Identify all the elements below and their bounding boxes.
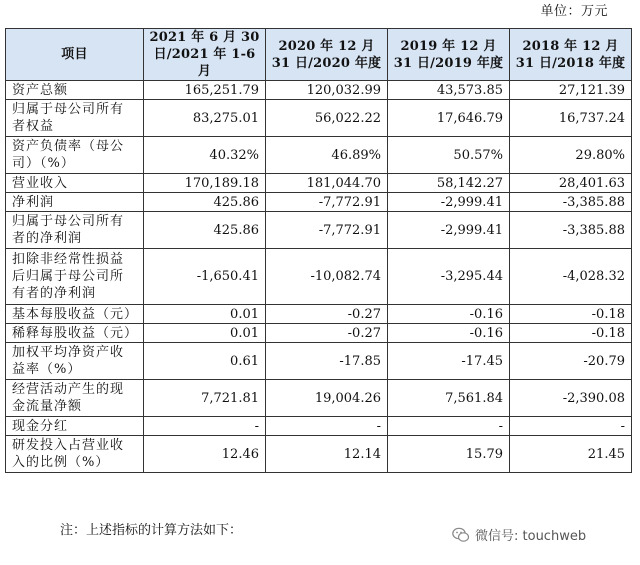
cell-value: 0.61 — [144, 343, 266, 380]
cell-value: - — [144, 417, 266, 436]
cell-value: -0.27 — [266, 305, 388, 324]
table-row — [6, 343, 632, 380]
cell-value: 12.46 — [144, 436, 266, 473]
row-label: 现金分红 — [6, 417, 144, 436]
cell-value: -1,650.41 — [144, 249, 266, 305]
cell-value: 0.01 — [144, 324, 266, 343]
cell-value: 15.79 — [388, 436, 510, 473]
cell-value: -7,772.91 — [266, 212, 388, 249]
table-row — [6, 212, 632, 249]
cell-value: - — [510, 417, 632, 436]
cell-value: 120,032.99 — [266, 81, 388, 100]
cell-value: 46.89% — [266, 137, 388, 174]
table-row — [6, 100, 632, 137]
cell-value: -2,390.08 — [510, 380, 632, 417]
row-label: 研发投入占营业收入的比例（%） — [6, 436, 144, 473]
footnote: 注：上述指标的计算方法如下： — [60, 523, 243, 538]
cell-value: 50.57% — [388, 137, 510, 174]
table-row — [6, 380, 632, 417]
row-label: 营业收入 — [6, 174, 144, 193]
cell-value: - — [388, 417, 510, 436]
row-label: 基本每股收益（元） — [6, 305, 144, 324]
row-label: 扣除非经常性损益后归属于母公司所有者的净利润 — [6, 249, 144, 305]
cell-value: 170,189.18 — [144, 174, 266, 193]
header-2021h1: 2021 年 6 月 30 日/2021 年 1-6 月 — [144, 29, 266, 81]
cell-value: 17,646.79 — [388, 100, 510, 137]
cell-value: 27,121.39 — [510, 81, 632, 100]
row-label: 资产负债率（母公司）（%） — [6, 137, 144, 174]
cell-value: 43,573.85 — [388, 81, 510, 100]
cell-value: 7,561.84 — [388, 380, 510, 417]
table-row — [6, 193, 632, 212]
cell-value: 28,401.63 — [510, 174, 632, 193]
cell-value: 12.14 — [266, 436, 388, 473]
watermark-text: 微信号: touchweb — [475, 529, 587, 544]
header-2019: 2019 年 12 月 31 日/2019 年度 — [388, 29, 510, 81]
cell-value: 16,737.24 — [510, 100, 632, 137]
cell-value: -7,772.91 — [266, 193, 388, 212]
financial-indicators-table — [5, 28, 632, 473]
cell-value: 29.80% — [510, 137, 632, 174]
cell-value: -3,385.88 — [510, 193, 632, 212]
cell-value: 7,721.81 — [144, 380, 266, 417]
header-2020: 2020 年 12 月 31 日/2020 年度 — [266, 29, 388, 81]
table-row — [6, 174, 632, 193]
header-item: 项目 — [6, 29, 144, 81]
table-row — [6, 81, 632, 100]
cell-value: 19,004.26 — [266, 380, 388, 417]
table-header-row — [6, 29, 632, 81]
cell-value: -0.27 — [266, 324, 388, 343]
cell-value: 56,022.22 — [266, 100, 388, 137]
cell-value: 165,251.79 — [144, 81, 266, 100]
cell-value: -0.18 — [510, 305, 632, 324]
table-row — [6, 305, 632, 324]
cell-value: 40.32% — [144, 137, 266, 174]
row-label: 净利润 — [6, 193, 144, 212]
cell-value: -17.45 — [388, 343, 510, 380]
row-label: 经营活动产生的现金流量净额 — [6, 380, 144, 417]
header-2018: 2018 年 12 月 31 日/2018 年度 — [510, 29, 632, 81]
cell-value: -4,028.32 — [510, 249, 632, 305]
cell-value: -3,295.44 — [388, 249, 510, 305]
table-row — [6, 436, 632, 473]
cell-value: -20.79 — [510, 343, 632, 380]
table-row — [6, 324, 632, 343]
cell-value: 21.45 — [510, 436, 632, 473]
cell-value: 83,275.01 — [144, 100, 266, 137]
row-label: 稀释每股收益（元） — [6, 324, 144, 343]
row-label: 加权平均净资产收益率（%） — [6, 343, 144, 380]
cell-value: -2,999.41 — [388, 212, 510, 249]
watermark — [452, 525, 586, 544]
cell-value: 181,044.70 — [266, 174, 388, 193]
cell-value: -10,082.74 — [266, 249, 388, 305]
cell-value: -0.16 — [388, 324, 510, 343]
row-label: 归属于母公司所有者的净利润 — [6, 212, 144, 249]
row-label: 资产总额 — [6, 81, 144, 100]
cell-value: - — [266, 417, 388, 436]
cell-value: -0.16 — [388, 305, 510, 324]
cell-value: 58,142.27 — [388, 174, 510, 193]
cell-value: 0.01 — [144, 305, 266, 324]
cell-value: 425.86 — [144, 212, 266, 249]
wechat-icon — [452, 527, 470, 543]
cell-value: 425.86 — [144, 193, 266, 212]
cell-value: -3,385.88 — [510, 212, 632, 249]
cell-value: -0.18 — [510, 324, 632, 343]
table-row — [6, 137, 632, 174]
row-label: 归属于母公司所有者权益 — [6, 100, 144, 137]
cell-value: -17.85 — [266, 343, 388, 380]
table-row — [6, 417, 632, 436]
unit-label: 单位：万元 — [540, 4, 608, 19]
cell-value: -2,999.41 — [388, 193, 510, 212]
table-row — [6, 249, 632, 305]
